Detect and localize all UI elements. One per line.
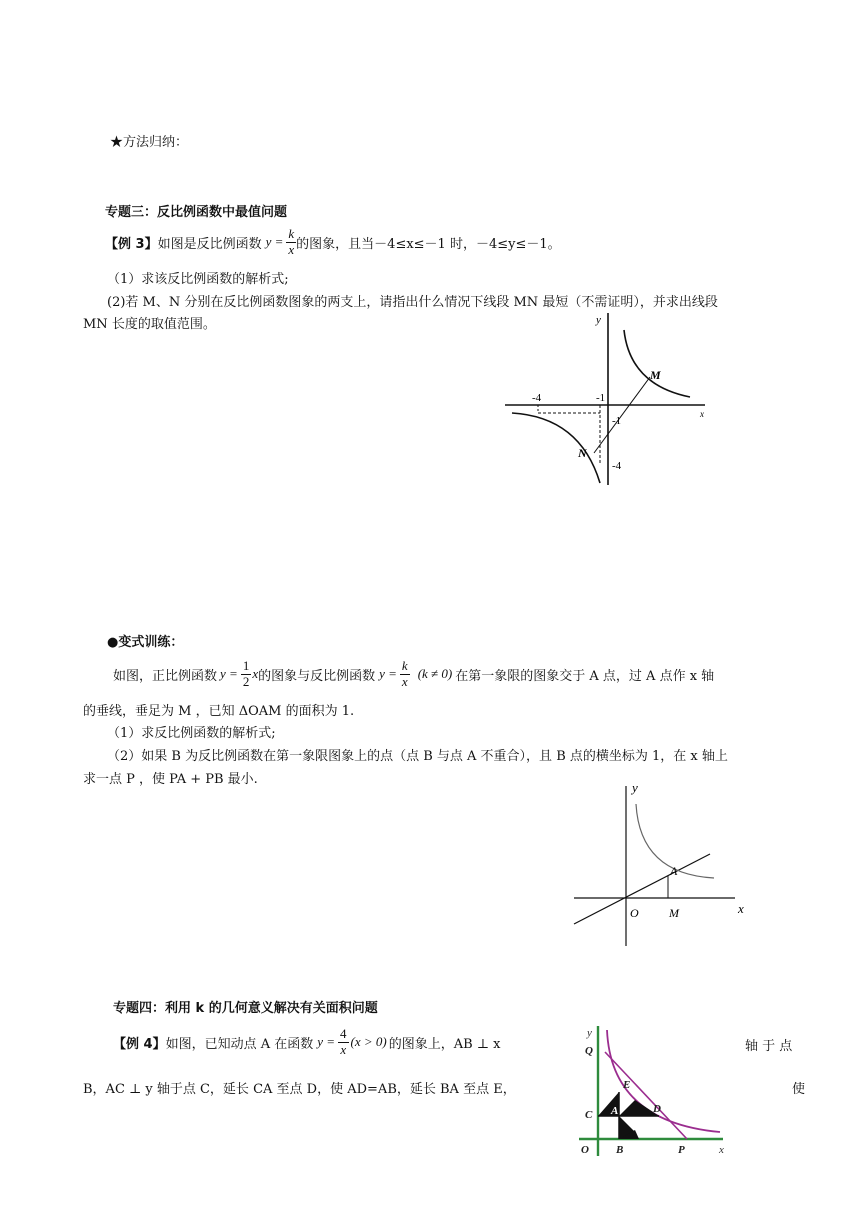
variant-fraction2 [400,659,410,689]
point-n-label: N [578,446,587,460]
example4-tag: 【例 4】 [113,1036,166,1052]
tick-minus1-x: -1 [596,392,606,404]
method-summary: ★方法归纳： [110,135,189,150]
example3-question2-line2: MN 长度的取值范围。 [83,317,216,332]
point-b-label: B [616,1144,624,1156]
example3-text-pre: 如图是反比例函数 [157,236,262,252]
point-d-label: D [653,1103,661,1115]
variant-text-c: 在第一象限的图象交于 A 点，过 A 点作 x 轴 [455,668,715,684]
variant-formula2-y: y = [379,666,397,681]
fraction-numerator: 1 [242,658,250,674]
example4-line2: B，AC ⊥ y 轴于点 C，延长 CA 至点 D，使 AD=AB，延长 BA 至点 E， [83,1082,516,1097]
y-axis-label: y [587,1027,592,1039]
example3-tag: 【例 3】 [105,236,158,252]
point-o-label: O [630,906,639,920]
segment-mn [594,377,650,453]
point-m-label: M [669,906,679,920]
variant-title: ●变式训练： [107,635,184,650]
example4-formula-condition: (x > 0) [350,1034,387,1049]
tick-minus4-y: -4 [612,460,622,472]
point-o-label: O [581,1144,589,1156]
variant-question2-line1: （2）如果 B 为反比例函数在第一象限图象上的点（点 B 与点 A 不重合），且 B 点的横坐标为 1，在 x 轴上 [107,749,728,764]
fraction-numerator: k [401,658,408,674]
y-axis-label: y [632,780,638,795]
example4-line1-right: 轴 于 点 [745,1039,793,1054]
example4-line1 [113,1020,501,1064]
example3-formula-y: y = [265,234,284,249]
hyperbola-figure [500,305,715,490]
example3-question1: （1）求该反比例函数的解析式; [107,272,289,287]
fraction-denominator: x [340,1041,347,1057]
x-axis-label: x [719,1144,724,1156]
y-axis-label: y [596,314,601,326]
tick-minus1-y: -1 [612,415,622,427]
variant-text-a: 如图，正比例函数 [113,668,218,684]
variant-formula2-condition: (k ≠ 0) [417,666,453,681]
variant-formula1-x: x [252,666,259,681]
fraction-numerator: k [288,226,295,242]
fraction-numerator: 4 [340,1026,347,1042]
point-q-label: Q [585,1045,593,1057]
area-figure [575,1022,735,1162]
variant-question1: （1）求反比例函数的解析式; [107,726,276,741]
example3-line1 [105,220,561,264]
x-axis-label: x [700,409,704,419]
point-a-label: A [670,864,678,878]
variant-question2-line2: 求一点 P ，使 PA + PB 最小. [83,772,258,787]
tick-minus4-x: -4 [532,392,542,404]
example4-formula-y: y = [317,1034,336,1049]
variant-formula1-y: y = [220,666,238,681]
point-e-label: E [623,1079,631,1091]
variant-line2: 的垂线，垂足为 M ，已知 ΔOAM 的面积为 1. [83,704,355,719]
variant-fraction1 [241,659,252,689]
hyperbola-branch-first [624,330,690,397]
point-m-label: M [650,368,661,382]
example4-text-post: 的图象上，AB ⊥ x [388,1036,501,1052]
x-axis-label: x [738,901,744,916]
line-hyperbola-figure [570,778,765,950]
fraction-denominator: 2 [242,673,250,689]
example4-fraction [338,1027,349,1057]
topic3-title: 专题三：反比例函数中最值问题 [105,205,288,220]
point-a-label: A [611,1105,619,1117]
example3-text-post: 的图象，且当－4≤x≤－1 时，－4≤y≤－1。 [296,236,561,252]
fraction-denominator: x [288,241,295,257]
proportional-line [574,854,710,924]
point-c-label: C [585,1109,593,1121]
example3-question2-line1: (2)若 M、N 分别在反比例函数图象的两支上，请指出什么情况下线段 MN 最短（不需证明），并求出线段 [107,295,718,310]
topic4-title: 专题四：利用 k 的几何意义解决有关面积问题 [113,1001,378,1016]
point-p-label: P [678,1144,685,1156]
hyperbola-branch-third [512,413,600,483]
fraction-denominator: x [401,673,408,689]
example4-line2-right: 使 [792,1082,806,1097]
example3-fraction [286,227,296,257]
variant-text-b: 的图象与反比例函数 [258,668,376,684]
example4-text-pre: 如图，已知动点 A 在函数 [165,1036,314,1052]
variant-line1 [113,652,714,696]
